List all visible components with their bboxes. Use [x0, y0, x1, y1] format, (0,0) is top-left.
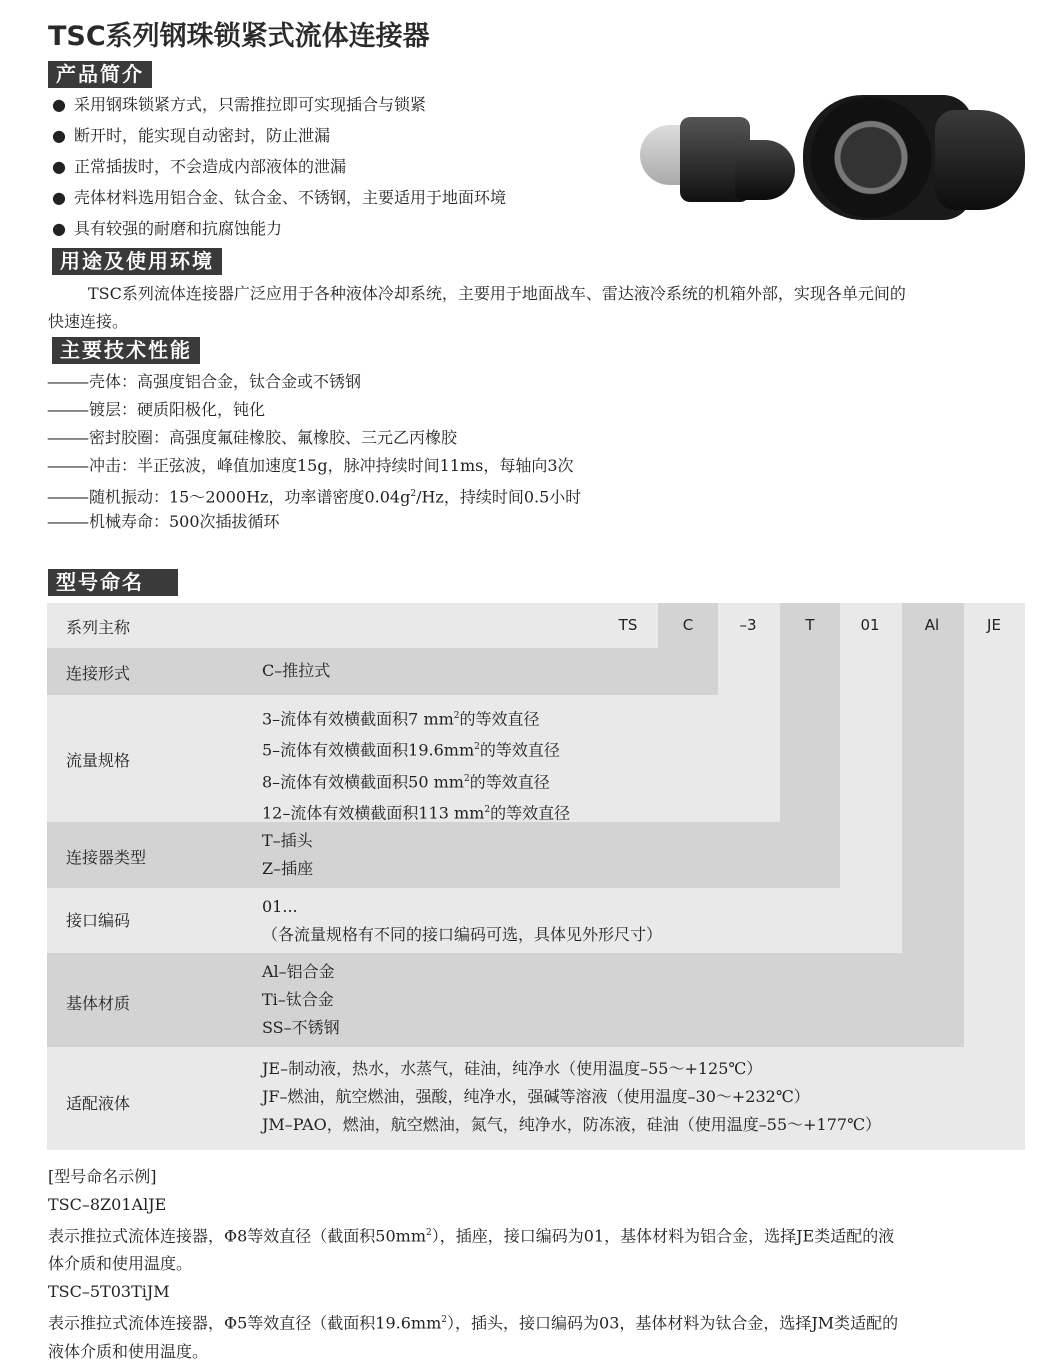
row-label: 系列主称 — [66, 618, 131, 637]
spec-text: /Hz，持续时间0.5小时 — [416, 487, 582, 507]
type-desc — [262, 827, 313, 883]
example-model: TSC–8Z01AlJE — [48, 1195, 167, 1214]
flow-text: 12–流体有效横截面积113 mm — [262, 803, 485, 823]
interface-desc — [262, 893, 662, 949]
row-label: 连接形式 — [66, 664, 131, 683]
fluid-option: JE–制动液，热水，水蒸气，硅油，纯净水（使用温度–55～+125℃） — [262, 1059, 763, 1078]
row-label: 连接器类型 — [66, 848, 147, 867]
row-label: 流量规格 — [66, 751, 131, 770]
code-material: Al — [924, 616, 940, 634]
row-label: 基体材质 — [66, 994, 131, 1013]
spec-item: ——— 镀层：硬质阳极化，钝化 — [47, 400, 265, 420]
superscript: 2 — [426, 1228, 432, 1238]
example-heading: [型号命名示例] — [48, 1167, 157, 1186]
fluid-option: JM–PAO，燃油，航空燃油，氮气，纯净水，防冻液，硅油（使用温度–55～+177℃） — [262, 1115, 881, 1134]
spec-text: 随机振动：15～2000Hz，功率谱密度0.04g — [89, 487, 411, 507]
code-connection: C — [682, 616, 694, 634]
superscript: 2 — [474, 742, 480, 753]
usage-text: 快速连接。 — [48, 312, 129, 331]
spec-item: ——— 冲击：半正弦波，峰值加速度15g，脉冲持续时间11ms，每轴向3次 — [47, 456, 574, 476]
superscript: 2 — [410, 489, 417, 499]
example-desc — [48, 1219, 898, 1250]
feature: ● 正常插拔时，不会造成内部液体的泄漏 — [52, 157, 346, 177]
code-series: TS — [618, 616, 638, 634]
example-block — [48, 1163, 898, 1366]
section-intro: 产品简介 — [48, 61, 152, 88]
material-option: SS–不锈钢 — [262, 1018, 340, 1037]
material-desc — [262, 958, 340, 1042]
section-naming: 型号命名 — [48, 569, 178, 596]
example-desc — [48, 1306, 898, 1337]
flow-text: 3–流体有效横截面积7 mm — [262, 709, 454, 729]
connection-desc: C–推拉式 — [262, 661, 331, 680]
interface-text: 01... — [262, 897, 298, 916]
feature: ● 具有较强的耐磨和抗腐蚀能力 — [52, 219, 282, 239]
spec-item: ——— 机械寿命：500次插拔循环 — [47, 512, 280, 532]
code-flow: –3 — [739, 616, 757, 634]
row-label: 适配液体 — [66, 1094, 131, 1113]
fluid-desc — [262, 1055, 881, 1139]
flow-text: 的等效直径 — [479, 740, 560, 760]
example-text: 体介质和使用温度。 — [48, 1254, 193, 1274]
spec-item: ——— 壳体：高强度铝合金，钛合金或不锈钢 — [47, 372, 361, 392]
usage-text: TSC系列流体连接器广泛应用于各种液体冷却系统，主要用于地面战车、雷达液冷系统的机箱外部，实现各单元间的 — [88, 284, 906, 303]
type-option: Z–插座 — [262, 859, 314, 878]
flow-text: 的等效直径 — [459, 709, 540, 729]
flow-text: 5–流体有效横截面积19.6mm — [262, 740, 475, 760]
example-model: TSC–5T03TiJM — [48, 1282, 170, 1302]
fluid-option: JF–燃油，航空燃油，强酸，纯净水，强碱等溶液（使用温度–30～+232℃） — [262, 1087, 810, 1106]
example-text: 液体介质和使用温度。 — [48, 1341, 209, 1361]
spec-item — [47, 484, 581, 507]
row-label: 接口编码 — [66, 911, 131, 930]
superscript: 2 — [441, 1315, 448, 1326]
flow-text: 的等效直径 — [490, 803, 571, 823]
example-text: ），插座，接口编码为01，基体材料为铝合金，选择JE类适配的液 — [431, 1226, 895, 1246]
spec-item: ——— 密封胶圈：高强度氟硅橡胶、氟橡胶、三元乙丙橡胶 — [47, 428, 457, 448]
type-option: T–插头 — [262, 831, 313, 850]
section-specs: 主要技术性能 — [52, 337, 200, 364]
example-text: ），插头，接口编码为03，基体材料为钛合金，选择JM类适配的 — [447, 1313, 899, 1333]
code-fluid: JE — [987, 616, 1001, 634]
feature: ● 采用钢珠锁紧方式，只需推拉即可实现插合与锁紧 — [52, 95, 426, 115]
material-option: Ti–钛合金 — [262, 990, 334, 1009]
code-type: T — [805, 616, 815, 634]
example-text: 表示推拉式流体连接器，Φ5等效直径（截面积19.6mm — [48, 1313, 442, 1333]
section-usage: 用途及使用环境 — [52, 248, 222, 275]
superscript: 2 — [463, 773, 470, 784]
interface-text: （各流量规格有不同的接口编码可选，具体见外形尺寸） — [262, 925, 663, 944]
product-image — [635, 95, 1030, 225]
page-title: TSC系列钢珠锁紧式流体连接器 — [48, 21, 430, 52]
material-option: Al–铝合金 — [262, 962, 335, 981]
code-interface: 01 — [860, 616, 880, 634]
superscript: 2 — [484, 804, 491, 815]
flow-desc — [262, 702, 570, 827]
example-text: 表示推拉式流体连接器，Φ8等效直径（截面积50mm — [48, 1226, 427, 1246]
superscript: 2 — [453, 711, 460, 721]
flow-text: 8–流体有效横截面积50 mm — [262, 771, 464, 791]
feature: ● 壳体材料选用铝合金、钛合金、不锈钢，主要适用于地面环境 — [52, 188, 506, 208]
flow-text: 的等效直径 — [469, 771, 550, 791]
feature: ● 断开时，能实现自动密封，防止泄漏 — [52, 126, 330, 146]
